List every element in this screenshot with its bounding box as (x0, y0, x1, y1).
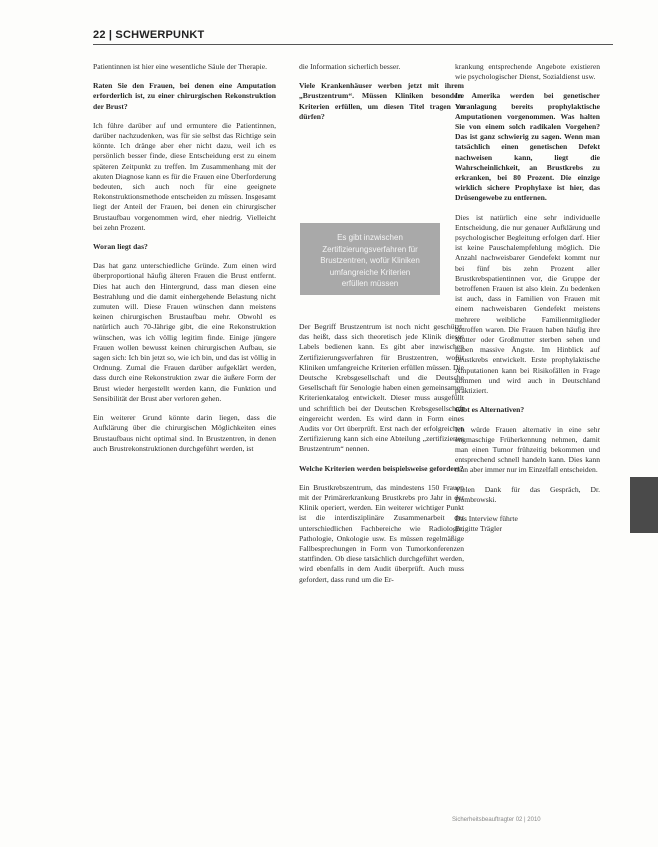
pull-quote-line: Brustzentren, wofür Kliniken (320, 256, 420, 265)
pull-quote-line: Es gibt inzwischen (337, 233, 403, 242)
paragraph: Ein Brustkrebszentrum, das mindestens 150 Frauen mit der Primärerkrankung Brustkrebs pro Jahr in der Klinik operiert, werden. Ein weiterer wichtiger Punkt ist die interdisziplinäre Zusammenarbeit der unterschiedlichen Fachbereiche wie Radiologie, Pathologie, Onkologie usw. Es müssen regelmäßige Fallbesprechungen in Form von Tumorkonferenzen stattfinden. Ob diese tatsächlich durchgeführt werden, wird ebenfalls in dem Audit überprüft. Auch muss gefordert, dass rund um die Er- (299, 482, 464, 584)
paragraph: Ich führe darüber auf und ermuntere die Patientinnen, darüber nachzudenken, was für sie selbst das Richtige sein könnte. Ich dränge aber eher nicht dazu, weil ich es persönlich besser finde, diese Entscheidung erst zu einem späteren Zeitpunkt zu treffen. Im Zusammenhang mit der akuten Diagnose kann es für die Frauen eine Überforderung bedeuten, sich auch noch für eine geeignete Rekonstruktionsmethode entscheiden zu müssen. Insgesamt liegt der Anteil der Frauen, bei denen ein chirurgischer Brustaufbau vorgenommen wird, eher niedrig. Vielleicht bei zehn Prozent. (93, 120, 276, 232)
paragraph: die Information sicherlich besser. (299, 62, 401, 71)
paragraph: krankung entsprechende Angebote existieren wie psychologischer Dienst, Sozialdienst usw. (455, 62, 600, 82)
pull-quote-line: erfüllen müssen (341, 279, 399, 288)
interview-question: Viele Krankenhäuser werben jetzt mit ihrem „Brustzentrum“. Müssen Kliniken besondere Kriterien erfüllen, um diesen Titel tragen zu dürfen? (299, 81, 464, 121)
author-credit (455, 514, 600, 534)
closing-thanks: Vielen Dank für das Gespräch, Dr. Dombrowski. (455, 484, 600, 504)
header-divider (93, 44, 613, 45)
pull-quote-line: Zertifizierungsverfahren für (322, 244, 418, 254)
pull-quote (300, 223, 440, 295)
pull-quote-line: umfangreiche Kriterien (329, 267, 411, 277)
interview-question: Raten Sie den Frauen, bei denen eine Amputation erforderlich ist, zu einer chirurgischen Rekonstruktion der Brust? (93, 81, 276, 111)
page-footer: Sicherheitsbeauftragter 02 | 2010 (452, 817, 541, 823)
paragraph: Der Begriff Brustzentrum ist noch nicht geschützt, das heißt, dass sich theoretisch jede Klinik dieses Labels bedienen kann. Es gibt aber inzwischen Zertifizierungsverfahren für Brustzentren, wofür Kliniken umfangreiche Kriterien erfüllen müssen. Die Deutsche Krebsgesellschaft und die Deutsche Gesellschaft für Senologie haben einen gemeinsamen Kriterienkatalog entwickelt. Dieser muss ausgefüllt und schriftlich bei der Deutschen Krebsgesellschaft eingereicht werden. Es wird dann in Form eines Audits vor Ort überprüft. Erst nach der erfolgreichen Zertifizierung kann sich eine Abteilung „zertifiziertes Brustzentrum“ nennen. (299, 322, 464, 454)
column-2-bottom (299, 322, 464, 594)
paragraph: Ein weiterer Grund könnte darin liegen, dass die Aufklärung über die chirurgischen Möglichkeiten eines Brustaufbaus nicht optimal sind. In Brustzentren, in denen auch Brustrekonstruktionen durchgeführt werden, ist (93, 413, 276, 453)
paragraph: Ich würde Frauen alternativ in eine sehr engmaschige Früherkennung nehmen, damit man einen Tumor frühzeitig bekommen und entsprechend schnell handeln kann. Dies kann man aber immer nur im Einzelfall entscheiden. (455, 424, 600, 475)
column-2-top (299, 62, 464, 131)
column-1 (93, 62, 276, 463)
page-header: 22 | SCHWERPUNKT (93, 29, 205, 41)
author-name: Brigitte Trägler (455, 524, 503, 534)
interview-question: Woran liegt das? (93, 242, 148, 252)
credit-label: Das Interview führte (455, 513, 518, 523)
interview-question: Welche Kriterien werden beispielsweise gefordert? (299, 463, 464, 473)
column-3 (455, 62, 600, 543)
paragraph: Das hat ganz unterschiedliche Gründe. Zum einen wird überproportional häufig älteren Frauen die Brust entfernt. Dies hat auch den Hintergrund, dass man diesen eine Bestrahlung und die damit einhergehende Belastung nicht zumuten will. Diese Frauen wünschen dann meistens keinen chirurgischen Brustaufbau mehr. Obwohl es natürlich auch 70-Jährige gibt, die eine Rekonstruktion wünschen, was ich völlig legitim finde. Einige jüngere Frauen wollen bewusst keinen chirurgischen Aufbau, sie sagen sich: Ich bin jetzt so, wie ich bin, und das ist völlig in Ordnung. Zumal die Frauen darüber aufgeklärt werden, dass durch eine Rekonstruktion zwar die äußere Form der Brust wieder hergestellt werden kann, die Funktion und Sensibilität der Brust aber verloren gehen. (93, 261, 276, 403)
interview-question: In Amerika werden bei genetischer Veranlagung bereits prophylaktische Amputationen vorgenommen. Was halten Sie von einem solch radikalen Vorgehen? Das ist ganz schwierig zu sagen. Wenn man tatsächlich einen genetischen Defekt nachweisen kann, liegt die Wahrscheinlichkeit, an Brustkrebs zu erkranken, bei 80 Prozent. Die einzige wirklich sichere Prophylaxe ist hier, das Drüsengewebe zu entfernen. (455, 91, 600, 203)
section-tab-marker (630, 477, 658, 533)
interview-question: Gibt es Alternativen? (455, 405, 525, 415)
paragraph: Dies ist natürlich eine sehr individuelle Entscheidung, die nur genauer Aufklärung und psychologischer Begleitung erfolgen darf. Hier ist keine Pauschalempfehlung möglich. Die Anzahl nachweisbarer Gendefekt kommt nur bei fünf bis zehn Prozent aller Brustkrebspatientinnen vor, die Gruppe der betroffenen Frauen ist also klein. Zu bedenken ist auch, dass in Familien von Frauen mit einem nachweisbaren Gendefekt meistens mehrere weibliche Familienmitglieder betroffen waren. Die Frauen haben häufig ihre Mutter oder Großmutter sterben sehen und haben massive Ängste. Im Hinblick auf Brustkrebs entwickelt. Erste prophylaktische Amputationen kann bei Risikofällen in Frage kommen und wird auch in Deutschland praktiziert. (455, 212, 600, 396)
paragraph: Patientinnen ist hier eine wesentliche Säule der Therapie. (93, 62, 268, 71)
